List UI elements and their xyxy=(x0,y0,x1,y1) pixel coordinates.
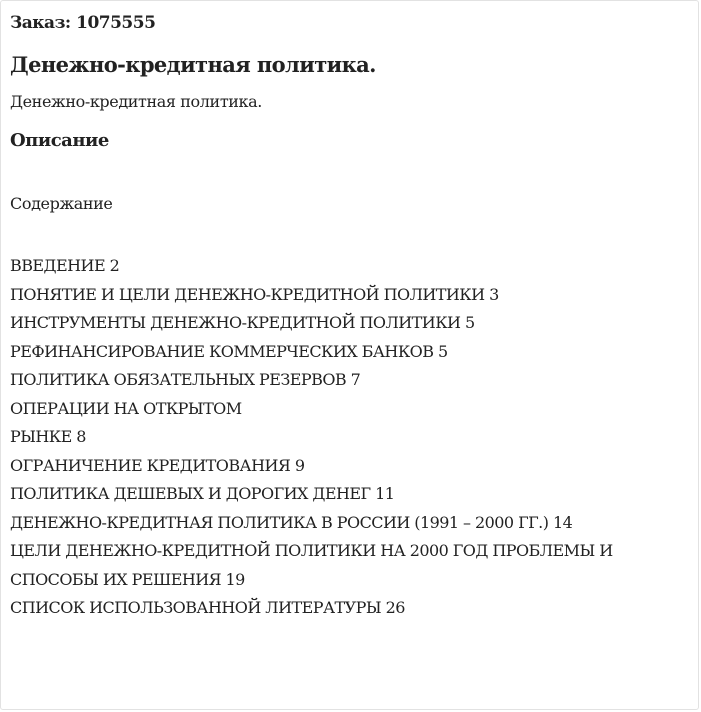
toc-item: ДЕНЕЖНО-КРЕДИТНАЯ ПОЛИТИКА В РОССИИ (1991 – 2000 ГГ.) 14 xyxy=(10,512,573,532)
toc-item: ПОНЯТИЕ И ЦЕЛИ ДЕНЕЖНО-КРЕДИТНОЙ ПОЛИТИКИ 3 xyxy=(10,284,499,304)
toc-heading: Содержание xyxy=(10,194,113,213)
table-of-contents xyxy=(10,252,688,623)
description-heading: Описание xyxy=(10,130,109,151)
toc-item: СПОСОБЫ ИХ РЕШЕНИЯ 19 xyxy=(10,569,245,589)
order-content xyxy=(10,12,688,623)
page-subtitle: Денежно-кредитная политика. xyxy=(10,92,262,111)
toc-item: ВВЕДЕНИЕ 2 xyxy=(10,256,120,275)
toc-item: ЦЕЛИ ДЕНЕЖНО-КРЕДИТНОЙ ПОЛИТИКИ НА 2000 ГОД ПРОБЛЕМЫ И xyxy=(10,541,613,560)
toc-item: РЫНКЕ 8 xyxy=(10,427,86,446)
toc-item: ИНСТРУМЕНТЫ ДЕНЕЖНО-КРЕДИТНОЙ ПОЛИТИКИ 5 xyxy=(10,313,475,332)
page-title: Денежно-кредитная политика. xyxy=(10,52,376,77)
toc-item: ОПЕРАЦИИ НА ОТКРЫТОМ xyxy=(10,398,242,418)
toc-item: РЕФИНАНСИРОВАНИЕ КОММЕРЧЕСКИХ БАНКОВ 5 xyxy=(10,341,448,361)
toc-item: СПИСОК ИСПОЛЬЗОВАННОЙ ЛИТЕРАТУРЫ 26 xyxy=(10,598,405,617)
toc-item: ОГРАНИЧЕНИЕ КРЕДИТОВАНИЯ 9 xyxy=(10,455,305,475)
toc-item: ПОЛИТИКА ОБЯЗАТЕЛЬНЫХ РЕЗЕРВОВ 7 xyxy=(10,370,361,389)
toc-item: ПОЛИТИКА ДЕШЕВЫХ И ДОРОГИХ ДЕНЕГ 11 xyxy=(10,484,395,503)
order-number: Заказ: 1075555 xyxy=(10,13,156,33)
